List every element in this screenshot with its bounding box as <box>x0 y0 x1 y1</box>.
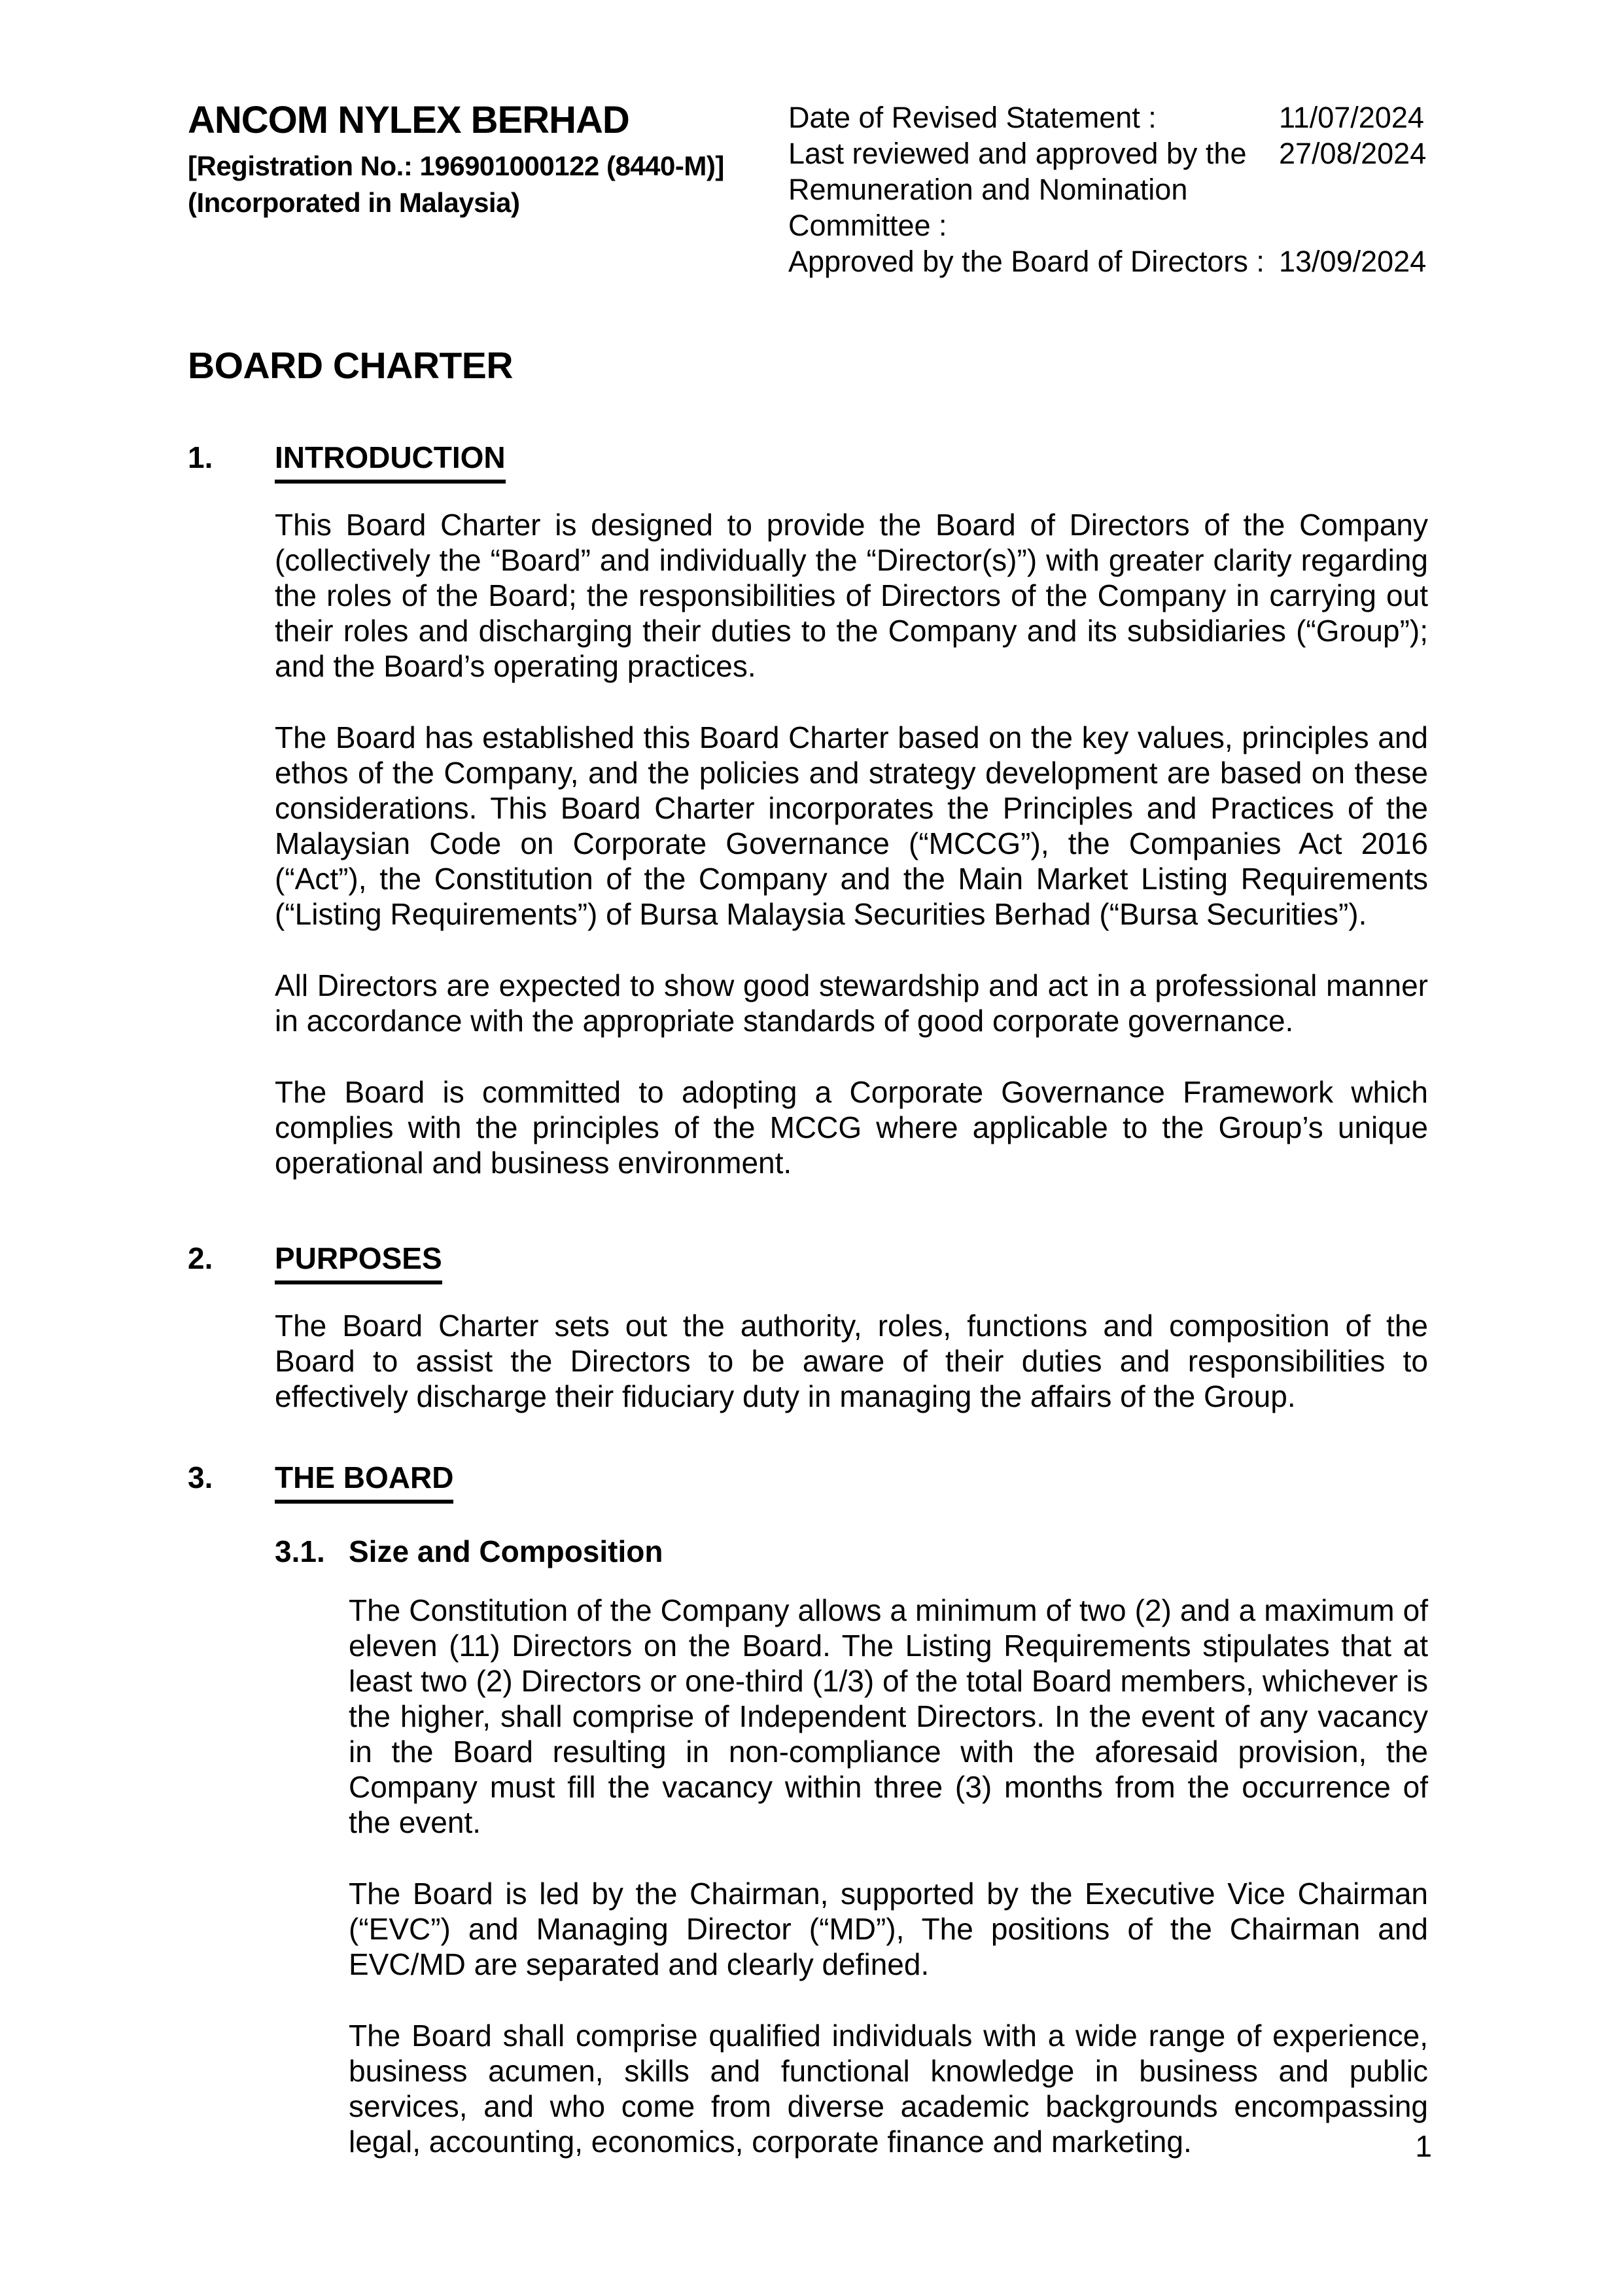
section-body <box>275 1241 1428 1414</box>
revision-table <box>788 99 1436 279</box>
paragraph: The Board is committed to adopting a Corporate Governance Framework which complies with the principles of the MCCG where applicable to the Group’s unique operational and business environment. <box>275 1075 1428 1180</box>
subsection-body <box>349 1534 1428 2159</box>
section-heading <box>275 1460 1428 1504</box>
paragraph: All Directors are expected to show good stewardship and act in a professional manner in accordance with the appropriate standards of good corporate governance. <box>275 968 1428 1038</box>
section-number: 3. <box>188 1460 213 1494</box>
subsection-heading: Size and Composition <box>349 1534 663 1568</box>
company-incorporated: (Incorporated in Malaysia) <box>188 187 520 218</box>
company-block <box>188 97 777 221</box>
section-introduction <box>188 440 1428 1180</box>
subsection-size-and-composition <box>275 1534 1428 2159</box>
company-registration: [Registration No.: 196901000122 (8440-M)] <box>188 150 724 181</box>
subsection-number: 3.1. <box>275 1534 325 1568</box>
section-heading-text: INTRODUCTION <box>275 440 506 484</box>
revision-label: Last reviewed and approved by the Remuneration and Nomination Committee : <box>788 137 1247 242</box>
section-heading-text: THE BOARD <box>275 1460 453 1504</box>
section-number: 1. <box>188 440 213 474</box>
revision-row <box>788 99 1436 135</box>
section-heading <box>275 440 1428 484</box>
revision-row <box>788 135 1436 243</box>
section-the-board <box>188 1460 1428 2159</box>
paragraph: The Constitution of the Company allows a minimum of two (2) and a maximum of eleven (11) Directors on the Board. The Listing Requirements stipulates that at least two (2) Directors or one-third (1/3) of the total Board members, whichever is the higher, shall comprise of Independent Directors. In the event of any vacancy in the Board resulting in non-compliance with the aforesaid provision, the Company must fill the vacancy within three (3) months from the occurrence of the event. <box>349 1593 1428 1839</box>
section-number: 2. <box>188 1241 213 1275</box>
document-body <box>188 347 1428 2159</box>
company-name: ANCOM NYLEX BERHAD <box>188 99 629 141</box>
section-heading-text: PURPOSES <box>275 1241 442 1284</box>
paragraph: This Board Charter is designed to provide the Board of Directors of the Company (collectively the “Board” and individually the “Director(s)”) with greater clarity regarding the roles of the Board; the responsibilities of Directors of the Company in carrying out their roles and discharging their duties to the Company and its subsidiaries (“Group”); and the Board’s operating practices. <box>275 508 1428 683</box>
revision-label: Approved by the Board of Directors : <box>788 245 1265 278</box>
section-purposes <box>188 1241 1428 1414</box>
page-title: BOARD CHARTER <box>188 345 513 387</box>
paragraph: The Board Charter sets out the authority, roles, functions and composition of the Board to assist the Directors to be aware of their duties and responsibilities to effectively discharge their fiduciary duty in managing the affairs of the Group. <box>275 1309 1428 1413</box>
revision-date: 11/07/2024 <box>1279 101 1424 134</box>
paragraph: The Board is led by the Chairman, supported by the Executive Vice Chairman (“EVC”) and Managing Director (“MD”), The positions of the Chairman and EVC/MD are separated and clearly defined. <box>349 1877 1428 1981</box>
section-body <box>275 1460 1428 2159</box>
page-number: 1 <box>1415 2129 1432 2163</box>
revision-date: 13/09/2024 <box>1279 245 1427 278</box>
paragraph: The Board shall comprise qualified individuals with a wide range of experience, business acumen, skills and functional knowledge in business and public services, and who come from diverse academic backgrounds encompassing legal, accounting, economics, corporate finance and marketing. <box>349 2019 1428 2159</box>
revision-row <box>788 243 1436 279</box>
revision-date: 27/08/2024 <box>1279 137 1427 170</box>
section-heading <box>275 1241 1428 1284</box>
paragraph: The Board has established this Board Charter based on the key values, principles and ethos of the Company, and the policies and strategy development are based on these considerations. This Board Charter incorporates the Principles and Practices of the Malaysian Code on Corporate Governance (“MCCG”), the Companies Act 2016 (“Act”), the Constitution of the Company and the Main Market Listing Requirements (“Listing Requirements”) of Bursa Malaysia Securities Berhad (“Bursa Securities”). <box>275 720 1428 931</box>
section-body <box>275 440 1428 1180</box>
revision-label: Date of Revised Statement : <box>788 101 1157 134</box>
